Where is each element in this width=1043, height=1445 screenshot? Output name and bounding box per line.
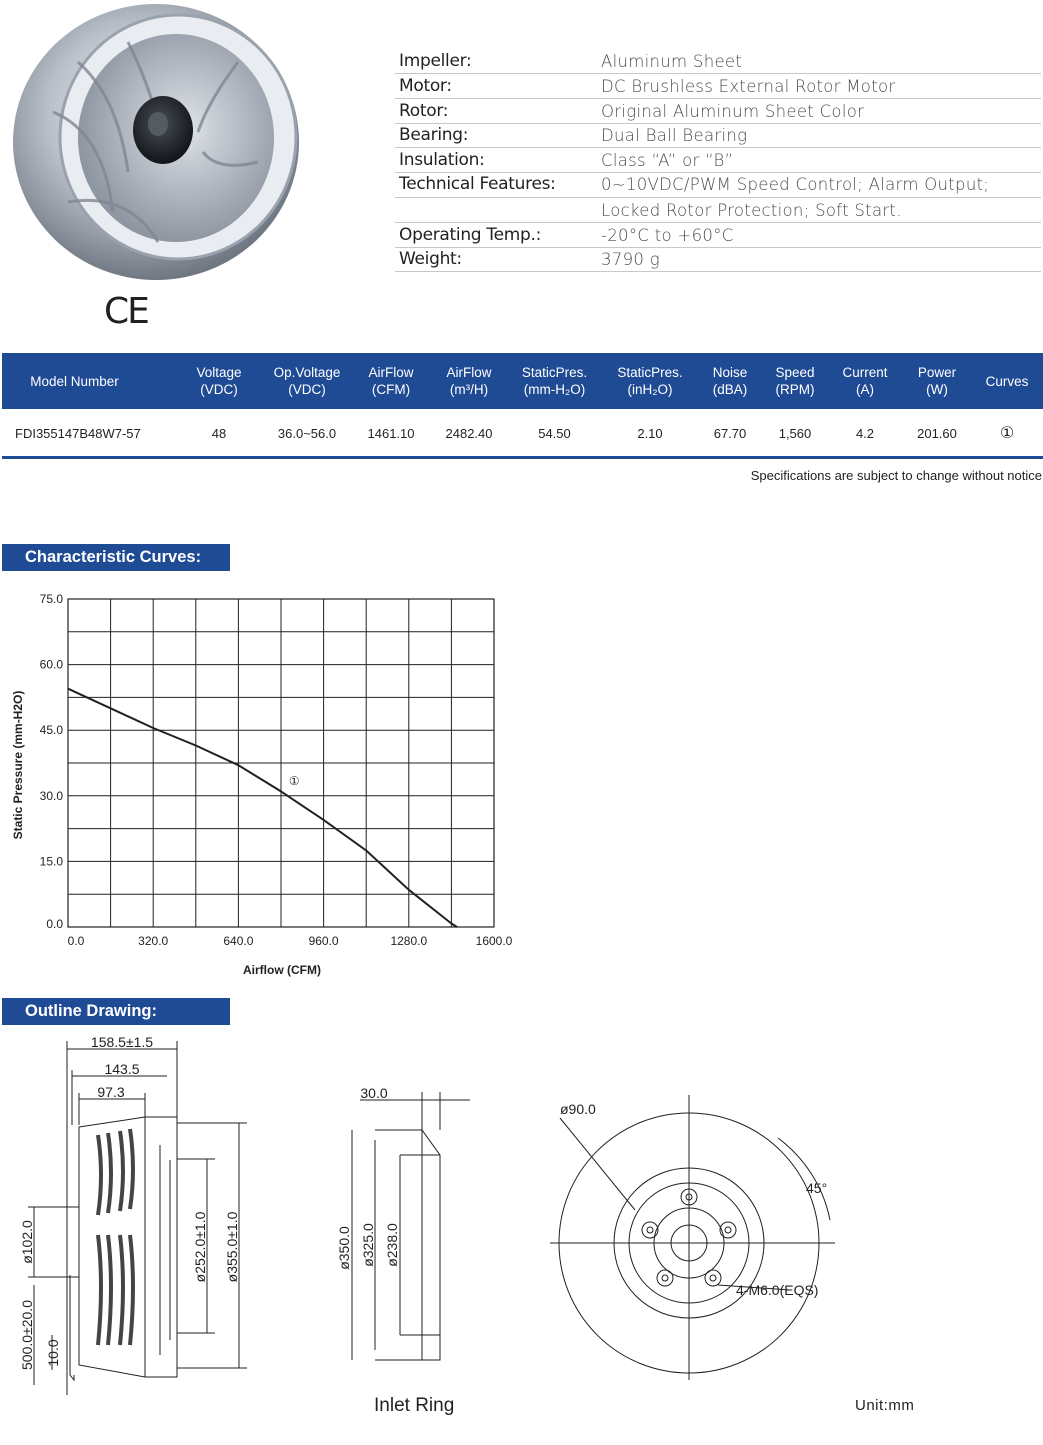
dim-inner-diameter: ø252.0±1.0 — [192, 1211, 208, 1283]
y-tick-label: 15.0 — [39, 854, 63, 869]
x-tick-label: 1280.0 — [390, 934, 428, 948]
cell-airflow-m3h: 2482.40 — [445, 426, 493, 441]
col-header-noise: Noise (dBA) — [712, 365, 748, 397]
dim-angle: 45° — [806, 1180, 828, 1196]
dim-hub-diameter: ø90.0 — [560, 1101, 596, 1117]
x-tick-label: 640.0 — [223, 934, 254, 948]
fan-product-image — [8, 2, 308, 287]
inlet-ring-drawing — [330, 1080, 480, 1380]
col-header-op-voltage: Op.Voltage (VDC) — [273, 365, 341, 397]
unit-label: Unit:mm — [855, 1397, 915, 1414]
x-tick-label: 960.0 — [308, 934, 339, 948]
spec-note: Specifications are subject to change without notice — [750, 468, 1042, 483]
spec-row-technical-features — [395, 172, 1041, 198]
spec-label: Insulation: — [399, 150, 485, 170]
x-tick-label: 320.0 — [138, 934, 169, 948]
table-bottom-rule — [2, 456, 1043, 459]
col-header-static-mm: StaticPres. (mm-H₂O) — [521, 365, 588, 397]
col-header-current: Current (A) — [842, 365, 888, 397]
y-axis-label: Static Pressure (mm-H2O) — [11, 690, 25, 840]
front-view-drawing — [550, 1090, 850, 1390]
cell-noise: 67.70 — [713, 426, 747, 441]
dim-motor-depth: 97.3 — [97, 1084, 125, 1100]
section-header-outline: Outline Drawing: — [2, 998, 230, 1025]
spec-label: Rotor: — [399, 101, 449, 121]
col-header-speed: Speed (RPM) — [775, 365, 815, 397]
dim-motor-diameter: ø102.0 — [19, 1220, 35, 1264]
y-tick-label: 30.0 — [39, 788, 63, 803]
cell-curves: ① — [999, 425, 1015, 442]
col-header-voltage: Voltage (VDC) — [196, 365, 242, 397]
spec-row-operating-temp — [395, 223, 1041, 248]
spec-row-technical-features-cont — [395, 198, 1041, 223]
col-header-curves: Curves — [985, 373, 1029, 389]
col-header-static-in: StaticPres. (inH₂O) — [617, 365, 683, 397]
spec-value: 3790 g — [601, 250, 660, 269]
spec-value: Original Aluminum Sheet Color — [601, 102, 865, 121]
spec-label: Weight: — [399, 249, 462, 269]
spec-label: Impeller: — [399, 51, 472, 71]
cell-model: FDI355147B48W7-57 — [15, 426, 141, 441]
spec-value: Locked Rotor Protection; Soft Start. — [601, 201, 902, 220]
x-tick-label: 0.0 — [67, 934, 85, 948]
dim-mounting-holes: 4-M6.0(EQS) — [736, 1282, 819, 1298]
spec-label: Operating Temp.: — [399, 225, 542, 245]
dim-ring-mid: ø325.0 — [360, 1223, 376, 1267]
dim-body-depth: 143.5 — [104, 1061, 140, 1077]
y-tick-label: 60.0 — [39, 657, 63, 672]
cell-voltage: 48 — [211, 426, 227, 441]
dim-outer-diameter: ø355.0±1.0 — [224, 1211, 240, 1283]
col-header-power: Power (W) — [917, 365, 957, 397]
section-header-curves: Characteristic Curves: — [2, 544, 230, 571]
dim-strip-length: 10.0 — [45, 1339, 61, 1367]
spec-row-bearing — [395, 123, 1041, 148]
y-tick-label: 0.0 — [46, 917, 63, 931]
spec-value: Aluminum Sheet — [601, 52, 743, 71]
spec-value: 0~10VDC/PWM Speed Control; Alarm Output; — [601, 175, 990, 194]
dim-ring-inner: ø238.0 — [384, 1223, 400, 1267]
cell-airflow-cfm: 1461.10 — [367, 426, 415, 441]
cell-static-in: 2.10 — [637, 426, 663, 441]
dim-cable-length: 500.0±20.0 — [19, 1300, 35, 1370]
cell-static-mm: 54.50 — [538, 426, 571, 441]
characteristic-curve-chart — [0, 585, 540, 985]
cell-power: 201.60 — [917, 426, 957, 441]
dim-ring-depth: 30.0 — [360, 1085, 388, 1101]
spec-row-impeller — [395, 49, 1041, 74]
y-tick-label: 75.0 — [39, 592, 63, 606]
col-header-model: Model Number — [30, 373, 119, 389]
spec-label: Motor: — [399, 76, 452, 96]
y-tick-label: 45.0 — [39, 723, 63, 738]
spec-label: Technical Features: — [399, 174, 556, 194]
spec-row-rotor — [395, 99, 1041, 124]
col-header-airflow-cfm: AirFlow (CFM) — [368, 365, 414, 397]
spec-value: -20°C to +60°C — [601, 226, 734, 245]
spec-table-header — [2, 353, 1043, 409]
curve-annotation: ① — [288, 773, 300, 788]
cell-speed: 1,560 — [778, 426, 812, 441]
cell-op-voltage: 36.0~56.0 — [277, 426, 337, 441]
inlet-ring-caption: Inlet Ring — [374, 1395, 455, 1416]
col-header-airflow-m3h: AirFlow (m³/H) — [446, 365, 492, 397]
spec-value: Dual Ball Bearing — [601, 126, 748, 145]
dim-overall-depth: 158.5±1.5 — [90, 1035, 154, 1050]
spec-value: Class “A” or “B” — [601, 151, 734, 170]
spec-value: DC Brushless External Rotor Motor — [601, 77, 896, 96]
spec-row-weight — [395, 247, 1041, 272]
cell-current: 4.2 — [855, 426, 875, 441]
x-axis-label: Airflow (CFM) — [243, 963, 321, 977]
spec-label: Bearing: — [399, 125, 469, 145]
spec-row-motor — [395, 74, 1041, 99]
dim-ring-outer: ø350.0 — [336, 1226, 352, 1270]
spec-row-insulation — [395, 148, 1041, 173]
series-line-1 — [68, 689, 457, 927]
side-view-drawing — [10, 1035, 260, 1395]
ce-mark: CE — [104, 291, 148, 332]
x-tick-label: 1600.0 — [475, 934, 513, 948]
